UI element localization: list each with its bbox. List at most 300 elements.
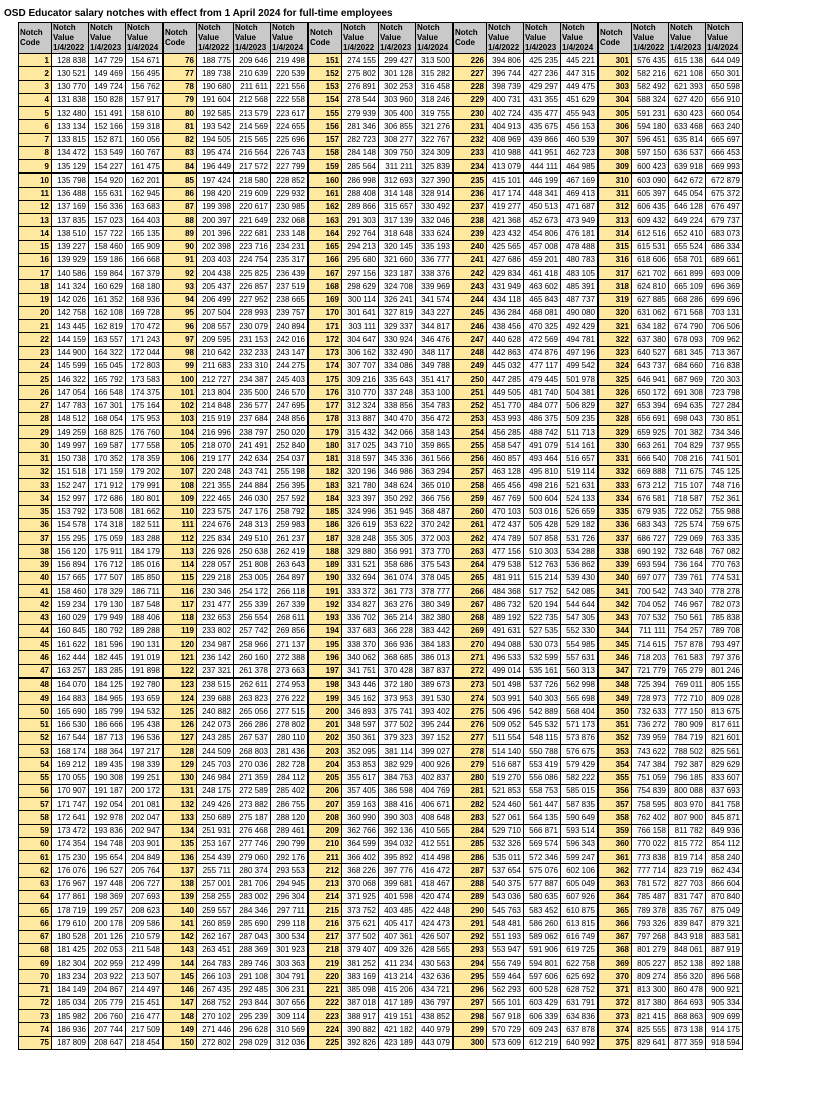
table-row: [599, 957, 743, 970]
notch-value-2022: 156 120: [52, 545, 89, 558]
notch-value-2022: 262 167: [197, 930, 234, 943]
notch-value-2024: 410 565: [416, 824, 453, 837]
notch-value-2024: 699 696: [706, 293, 743, 306]
notch-value-2022: 343 446: [342, 678, 379, 692]
notch-value-2022: 385 098: [342, 983, 379, 996]
table-row: [599, 545, 743, 558]
table-row: [454, 651, 598, 664]
notch-value-2024: 455 943: [561, 107, 598, 120]
notch-value-2022: 521 853: [487, 784, 524, 797]
notch-code: 324: [599, 359, 632, 372]
notch-value-2024: 619 725: [561, 943, 598, 956]
notch-code: 37: [19, 532, 52, 545]
notch-value-2023: 597 606: [524, 970, 561, 983]
notch-code: 243: [454, 280, 487, 293]
table-row: [599, 465, 743, 478]
table-row: [309, 585, 453, 598]
notch-value-2024: 332 046: [416, 214, 453, 227]
table-row: [454, 745, 598, 758]
notch-value-2024: 161 475: [126, 160, 163, 174]
table-row: [309, 280, 453, 293]
notch-value-2022: 357 405: [342, 784, 379, 797]
notch-value-2023: 335 643: [379, 373, 416, 386]
notch-code: 314: [599, 227, 632, 240]
notch-value-2024: 318 246: [416, 93, 453, 106]
notch-value-2022: 551 193: [487, 930, 524, 943]
table-row: [19, 571, 163, 584]
table-row: [164, 970, 308, 983]
notch-value-2024: 430 563: [416, 957, 453, 970]
notch-value-2024: 432 636: [416, 970, 453, 983]
notch-value-2022: 309 216: [342, 373, 379, 386]
notch-value-2022: 279 939: [342, 107, 379, 120]
table-row: [19, 824, 163, 837]
notch-value-2024: 511 713: [561, 426, 598, 439]
notch-value-2022: 481 911: [487, 571, 524, 584]
table-row: [19, 692, 163, 705]
table-row: [454, 518, 598, 531]
notch-value-2022: 465 456: [487, 479, 524, 492]
notch-value-2024: 471 687: [561, 200, 598, 213]
table-row: [309, 267, 453, 280]
notch-code: 134: [164, 824, 197, 837]
notch-value-2023: 203 922: [89, 970, 126, 983]
notch-code: 199: [309, 692, 342, 705]
notch-code: 173: [309, 346, 342, 359]
notch-code: 146: [164, 983, 197, 996]
notch-value-2023: 197 448: [89, 877, 126, 890]
notch-code: 40: [19, 571, 52, 584]
notch-value-2024: 229 932: [271, 187, 308, 200]
notch-code: 339: [599, 558, 632, 571]
notch-value-2024: 168 180: [126, 280, 163, 293]
notch-value-2024: 327 390: [416, 173, 453, 187]
table-row: [599, 267, 743, 280]
notch-value-2023: 272 589: [234, 784, 271, 797]
notch-value-2024: 183 288: [126, 532, 163, 545]
notch-value-2023: 356 991: [379, 545, 416, 558]
notch-value-2022: 199 398: [197, 200, 234, 213]
notch-code: 118: [164, 611, 197, 624]
table-row: [19, 280, 163, 293]
notch-value-2022: 312 324: [342, 399, 379, 412]
notch-code: 159: [309, 160, 342, 174]
notch-code: 242: [454, 267, 487, 280]
header-value-2024: Notch Value 1/4/2024: [126, 23, 163, 54]
notch-value-2022: 173 472: [52, 824, 89, 837]
table-row: [309, 718, 453, 731]
notch-value-2023: 537 726: [524, 678, 561, 692]
table-row: [19, 624, 163, 637]
header-value-2022: Notch Value 1/4/2022: [342, 23, 379, 54]
notch-value-2024: 274 953: [271, 678, 308, 692]
notch-value-2023: 268 803: [234, 745, 271, 758]
notch-code: 68: [19, 943, 52, 956]
notch-value-2023: 594 801: [524, 957, 561, 970]
notch-value-2023: 431 355: [524, 93, 561, 106]
notch-value-2023: 221 649: [234, 214, 271, 227]
notch-value-2022: 545 763: [487, 904, 524, 917]
notch-value-2023: 224 754: [234, 253, 271, 266]
notch-value-2024: 408 648: [416, 811, 453, 824]
notch-value-2024: 214 497: [126, 983, 163, 996]
notch-value-2022: 184 149: [52, 983, 89, 996]
notch-value-2023: 185 799: [89, 705, 126, 718]
notch-value-2024: 234 231: [271, 240, 308, 253]
notch-value-2022: 215 919: [197, 412, 234, 425]
notch-code: 112: [164, 532, 197, 545]
table-row: [309, 624, 453, 637]
header-notch-code: Notch Code: [454, 23, 487, 54]
notch-value-2023: 701 382: [669, 426, 706, 439]
notch-value-2024: 693 009: [706, 267, 743, 280]
notch-value-2022: 813 300: [632, 983, 669, 996]
notch-value-2022: 732 633: [632, 705, 669, 718]
notch-code: 292: [454, 930, 487, 943]
notch-value-2022: 149 997: [52, 439, 89, 452]
table-row: [599, 293, 743, 306]
notch-value-2024: 361 566: [416, 452, 453, 465]
header-value-2023: Notch Value 1/4/2023: [379, 23, 416, 54]
notch-code: 158: [309, 146, 342, 159]
table-row: [309, 545, 453, 558]
notch-value-2024: 375 543: [416, 558, 453, 571]
notch-value-2024: 353 100: [416, 386, 453, 399]
notch-value-2023: 860 478: [669, 983, 706, 996]
notch-value-2022: 182 304: [52, 957, 89, 970]
notch-value-2023: 167 301: [89, 399, 126, 412]
table-row: [19, 983, 163, 996]
notch-value-2024: 290 799: [271, 837, 308, 850]
notch-value-2024: 324 309: [416, 146, 453, 159]
notch-value-2024: 483 105: [561, 267, 598, 280]
table-row: [599, 1023, 743, 1036]
notch-code: 38: [19, 545, 52, 558]
notch-code: 253: [454, 412, 487, 425]
notch-value-2024: 748 716: [706, 479, 743, 492]
notch-value-2023: 223 716: [234, 240, 271, 253]
notch-value-2024: 282 728: [271, 758, 308, 771]
notch-value-2023: 312 693: [379, 173, 416, 187]
notch-value-2023: 338 856: [379, 399, 416, 412]
table-row: [309, 465, 453, 478]
notch-value-2024: 162 945: [126, 187, 163, 200]
table-row: [19, 957, 163, 970]
notch-value-2024: 909 699: [706, 1010, 743, 1023]
notch-code: 263: [454, 545, 487, 558]
table-row: [599, 399, 743, 412]
table-row: [309, 120, 453, 133]
notch-value-2023: 510 303: [524, 545, 561, 558]
notch-value-2023: 382 929: [379, 758, 416, 771]
notch-value-2023: 556 086: [524, 771, 561, 784]
notch-value-2023: 157 722: [89, 227, 126, 240]
notch-value-2024: 172 803: [126, 359, 163, 372]
notch-value-2022: 192 585: [197, 107, 234, 120]
notch-value-2022: 145 599: [52, 359, 89, 372]
notch-value-2024: 246 570: [271, 386, 308, 399]
table-row: [164, 67, 308, 80]
notch-value-2023: 691 308: [669, 386, 706, 399]
notch-value-2023: 856 320: [669, 970, 706, 983]
notch-value-2023: 150 828: [89, 93, 126, 106]
table-row: [19, 479, 163, 492]
notch-value-2023: 715 107: [669, 479, 706, 492]
notch-value-2022: 345 162: [342, 692, 379, 705]
notch-value-2022: 714 615: [632, 638, 669, 651]
notch-value-2023: 736 164: [669, 558, 706, 571]
notch-code: 266: [454, 585, 487, 598]
table-row: [19, 930, 163, 943]
notch-value-2022: 300 114: [342, 293, 379, 306]
notch-value-2024: 663 240: [706, 120, 743, 133]
notch-value-2023: 210 639: [234, 67, 271, 80]
notch-code: 116: [164, 585, 197, 598]
notch-code: 231: [454, 120, 487, 133]
notch-value-2022: 289 866: [342, 200, 379, 213]
notch-value-2022: 237 321: [197, 664, 234, 678]
notch-value-2023: 729 069: [669, 532, 706, 545]
table-row: [309, 811, 453, 824]
notch-value-2024: 778 278: [706, 585, 743, 598]
notch-code: 320: [599, 306, 632, 319]
notch-value-2022: 263 451: [197, 943, 234, 956]
notch-value-2022: 690 192: [632, 545, 669, 558]
notch-value-2023: 803 970: [669, 798, 706, 811]
notch-value-2022: 221 355: [197, 479, 234, 492]
notch-code: 36: [19, 518, 52, 531]
notch-value-2023: 204 867: [89, 983, 126, 996]
notch-value-2023: 353 622: [379, 518, 416, 531]
notch-value-2024: 172 044: [126, 346, 163, 359]
notch-code: 64: [19, 890, 52, 903]
table-row: [164, 293, 308, 306]
notch-value-2024: 368 487: [416, 505, 453, 518]
notch-value-2022: 527 061: [487, 811, 524, 824]
notch-code: 136: [164, 851, 197, 864]
notch-value-2024: 193 659: [126, 692, 163, 705]
notch-value-2024: 197 217: [126, 745, 163, 758]
notch-value-2023: 435 477: [524, 107, 561, 120]
salary-table-block-2: [163, 22, 308, 1050]
notch-code: 88: [164, 214, 197, 227]
table-row: [164, 93, 308, 106]
table-row: [309, 611, 453, 624]
notch-value-2023: 266 286: [234, 718, 271, 731]
notch-value-2023: 280 374: [234, 864, 271, 877]
notch-value-2024: 817 611: [706, 718, 743, 731]
notch-value-2024: 288 120: [271, 811, 308, 824]
table-row: [454, 664, 598, 678]
notch-value-2023: 177 507: [89, 571, 126, 584]
notch-value-2024: 264 897: [271, 571, 308, 584]
notch-value-2024: 185 016: [126, 558, 163, 571]
notch-code: 298: [454, 1010, 487, 1023]
notch-value-2022: 491 631: [487, 624, 524, 637]
notch-value-2024: 585 015: [561, 784, 598, 797]
notch-code: 344: [599, 624, 632, 637]
notch-value-2023: 320 145: [379, 240, 416, 253]
table-row: [599, 611, 743, 624]
table-row: [164, 120, 308, 133]
notch-value-2023: 527 535: [524, 624, 561, 637]
notch-value-2022: 172 641: [52, 811, 89, 824]
notch-value-2023: 515 214: [524, 571, 561, 584]
notch-code: 19: [19, 293, 52, 306]
notch-code: 41: [19, 585, 52, 598]
notch-value-2023: 572 346: [524, 851, 561, 864]
notch-value-2022: 394 806: [487, 54, 524, 67]
notch-value-2022: 292 764: [342, 227, 379, 240]
notch-value-2024: 382 380: [416, 611, 453, 624]
notch-value-2024: 462 723: [561, 146, 598, 159]
table-row: [454, 970, 598, 983]
notch-value-2022: 350 361: [342, 731, 379, 744]
notch-code: 364: [599, 890, 632, 903]
notch-value-2024: 395 244: [416, 718, 453, 731]
notch-code: 283: [454, 811, 487, 824]
notch-code: 100: [164, 373, 197, 386]
notch-code: 54: [19, 758, 52, 771]
notch-code: 92: [164, 267, 197, 280]
notch-value-2022: 333 372: [342, 585, 379, 598]
table-row: [164, 532, 308, 545]
notch-value-2024: 182 511: [126, 518, 163, 531]
notch-code: 6: [19, 120, 52, 133]
notch-value-2022: 567 918: [487, 1010, 524, 1023]
notch-value-2024: 262 419: [271, 545, 308, 558]
notch-value-2024: 480 783: [561, 253, 598, 266]
notch-value-2023: 366 228: [379, 624, 416, 637]
table-row: [164, 851, 308, 864]
table-row: [454, 293, 598, 306]
notch-code: 84: [164, 160, 197, 174]
notch-value-2023: 194 748: [89, 837, 126, 850]
notch-code: 333: [599, 479, 632, 492]
notch-value-2024: 560 313: [561, 664, 598, 678]
notch-value-2023: 270 036: [234, 758, 271, 771]
table-row: [309, 227, 453, 240]
notch-value-2022: 398 739: [487, 80, 524, 93]
notch-value-2022: 509 052: [487, 718, 524, 731]
notch-value-2022: 142 758: [52, 306, 89, 319]
table-row: [164, 253, 308, 266]
notch-code: 42: [19, 598, 52, 611]
table-row: [309, 359, 453, 372]
notch-value-2023: 201 126: [89, 930, 126, 943]
table-row: [599, 54, 743, 67]
notch-value-2023: 446 199: [524, 173, 561, 187]
notch-code: 148: [164, 1010, 197, 1023]
notch-value-2022: 423 432: [487, 227, 524, 240]
notch-value-2023: 868 863: [669, 1010, 706, 1023]
notch-value-2023: 277 746: [234, 837, 271, 850]
notch-value-2022: 183 234: [52, 970, 89, 983]
table-row: [309, 518, 453, 531]
notch-code: 272: [454, 664, 487, 678]
table-row: [19, 718, 163, 731]
notch-value-2024: 841 758: [706, 798, 743, 811]
notch-value-2023: 227 952: [234, 293, 271, 306]
notch-value-2022: 781 572: [632, 877, 669, 890]
table-row: [164, 904, 308, 917]
notch-code: 205: [309, 771, 342, 784]
notch-code: 145: [164, 970, 197, 983]
notch-code: 203: [309, 745, 342, 758]
notch-code: 259: [454, 492, 487, 505]
notch-code: 194: [309, 624, 342, 637]
notch-value-2024: 348 117: [416, 346, 453, 359]
notch-code: 235: [454, 173, 487, 187]
notch-code: 183: [309, 479, 342, 492]
table-row: [599, 373, 743, 386]
table-row: [164, 200, 308, 213]
table-row: [309, 957, 453, 970]
notch-code: 122: [164, 664, 197, 678]
notch-value-2024: 420 474: [416, 890, 453, 903]
notch-value-2022: 615 531: [632, 240, 669, 253]
notch-value-2022: 496 533: [487, 651, 524, 664]
notch-value-2024: 322 767: [416, 133, 453, 146]
notch-value-2022: 524 460: [487, 798, 524, 811]
notch-code: 365: [599, 904, 632, 917]
notch-value-2022: 371 925: [342, 890, 379, 903]
notch-value-2024: 727 284: [706, 399, 743, 412]
notch-code: 8: [19, 146, 52, 159]
notch-value-2023: 296 628: [234, 1023, 271, 1036]
notch-code: 363: [599, 877, 632, 890]
notch-code: 367: [599, 930, 632, 943]
notch-value-2023: 407 361: [379, 930, 416, 943]
notch-value-2023: 550 788: [524, 745, 561, 758]
table-row: [164, 943, 308, 956]
notch-code: 351: [599, 718, 632, 731]
header-notch-code: Notch Code: [309, 23, 342, 54]
notch-code: 284: [454, 824, 487, 837]
notch-value-2022: 220 248: [197, 465, 234, 478]
table-row: [19, 917, 163, 930]
notch-code: 295: [454, 970, 487, 983]
table-row: [309, 996, 453, 1009]
notch-value-2022: 132 480: [52, 107, 89, 120]
table-row: [454, 718, 598, 731]
notch-value-2024: 325 839: [416, 160, 453, 174]
notch-code: 5: [19, 107, 52, 120]
notch-code: 83: [164, 146, 197, 159]
notch-value-2023: 211 611: [234, 80, 271, 93]
notch-value-2024: 159 318: [126, 120, 163, 133]
table-row: [454, 267, 598, 280]
notch-value-2023: 276 468: [234, 824, 271, 837]
notch-value-2023: 796 185: [669, 771, 706, 784]
notch-value-2023: 586 260: [524, 917, 561, 930]
notch-code: 163: [309, 214, 342, 227]
notch-value-2023: 265 056: [234, 705, 271, 718]
table-row: [309, 917, 453, 930]
notch-code: 297: [454, 996, 487, 1009]
header-value-2023: Notch Value 1/4/2023: [524, 23, 561, 54]
notch-value-2022: 370 068: [342, 877, 379, 890]
notch-value-2022: 176 076: [52, 864, 89, 877]
notch-code: 245: [454, 306, 487, 319]
notch-value-2022: 329 880: [342, 545, 379, 558]
notch-code: 33: [19, 479, 52, 492]
notch-value-2022: 323 397: [342, 492, 379, 505]
notch-value-2022: 326 619: [342, 518, 379, 531]
notch-code: 345: [599, 638, 632, 651]
notch-value-2024: 266 118: [271, 585, 308, 598]
notch-value-2024: 261 237: [271, 532, 308, 545]
